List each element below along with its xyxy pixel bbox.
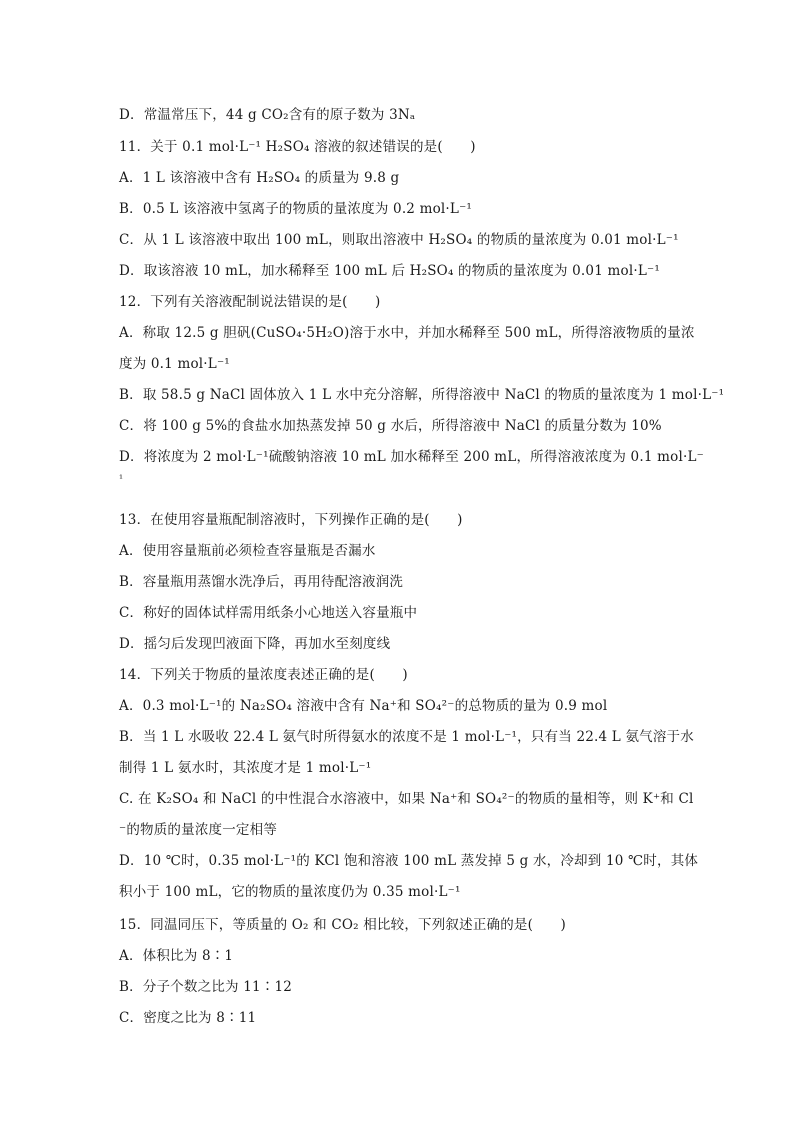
q12-option-d: D．将浓度为 2 mol·L⁻¹硫酸钠溶液 10 mL 加水稀释至 200 mL，所得溶液浓度为 0.1 mol·L⁻ [119,449,704,465]
question-13-stem: 13．在使用容量瓶配制溶液时，下列操作正确的是( ) [119,512,463,528]
q13-option-a: A．使用容量瓶前必须检查容量瓶是否漏水 [119,543,376,559]
question-11-stem: 11．关于 0.1 mol·L⁻¹ H₂SO₄ 溶液的叙述错误的是( ) [119,139,476,155]
question-14-stem: 14．下列关于物质的量浓度表述正确的是( ) [119,667,408,683]
q12-option-b: B．取 58.5 g NaCl 固体放入 1 L 水中充分溶解，所得溶液中 NaCl 的物质的量浓度为 1 mol·L⁻¹ [119,387,725,403]
q11-option-b: B．0.5 L 该溶液中氢离子的物质的量浓度为 0.2 mol·L⁻¹ [119,201,473,217]
q14-option-b: B．当 1 L 水吸收 22.4 L 氨气时所得氨水的浓度不是 1 mol·L⁻¹，只有当 22.4 L 氨气溶于水 [119,729,694,745]
q14-option-c: C. 在 K₂SO₄ 和 NaCl 的中性混合水溶液中，如果 Na⁺和 SO₄²⁻的物质的量相等，则 K⁺和 Cl [119,791,694,807]
q10-option-d: D．常温常压下，44 g CO₂含有的原子数为 3Nₐ [119,107,416,123]
q11-option-d: D．取该溶液 10 mL，加水稀释至 100 mL 后 H₂SO₄ 的物质的量浓度为 0.01 mol·L⁻¹ [119,263,660,279]
q13-option-c: C．称好的固体试样需用纸条小心地送入容量瓶中 [119,605,418,621]
q13-option-d: D．摇匀后发现凹液面下降，再加水至刻度线 [119,636,391,652]
question-12-stem: 12．下列有关溶液配制说法错误的是( ) [119,294,381,310]
q15-option-b: B．分子个数之比为 11∶12 [119,979,293,995]
q12-option-a-cont: 度为 0.1 mol·L⁻¹ [119,356,230,372]
q14-option-b-cont: 制得 1 L 氨水时，其浓度才是 1 mol·L⁻¹ [119,760,372,776]
question-15-stem: 15．同温同压下，等质量的 O₂ 和 CO₂ 相比较，下列叙述正确的是( ) [119,917,566,933]
q14-option-a: A．0.3 mol·L⁻¹的 Na₂SO₄ 溶液中含有 Na⁺和 SO₄²⁻的总物质的量为 0.9 mol [119,698,608,714]
q14-option-c-cont: ⁻的物质的量浓度一定相等 [119,822,278,838]
q15-option-a: A．体积比为 8∶1 [119,948,234,964]
q12-option-c: C．将 100 g 5%的食盐水加热蒸发掉 50 g 水后，所得溶液中 NaCl 的质量分数为 10% [119,418,662,434]
q11-option-a: A．1 L 该溶液中含有 H₂SO₄ 的质量为 9.8 g [119,170,400,186]
q12-option-a: A．称取 12.5 g 胆矾(CuSO₄·5H₂O)溶于水中，并加水稀释至 500 mL，所得溶液物质的量浓 [119,325,695,341]
q11-option-c: C．从 1 L 该溶液中取出 100 mL，则取出溶液中 H₂SO₄ 的物质的量浓度为 0.01 mol·L⁻¹ [119,232,679,248]
q15-option-c: C．密度之比为 8∶11 [119,1010,257,1026]
q14-option-d-cont: 积小于 100 mL，它的物质的量浓度仍为 0.35 mol·L⁻¹ [119,884,461,900]
q14-option-d: D．10 ℃时，0.35 mol·L⁻¹的 KCl 饱和溶液 100 mL 蒸发掉 5 g 水，冷却到 10 ℃时，其体 [119,853,699,869]
q12-option-d-cont: ¹ [119,474,124,485]
q13-option-b: B．容量瓶用蒸馏水洗净后，再用待配溶液润洗 [119,574,404,590]
